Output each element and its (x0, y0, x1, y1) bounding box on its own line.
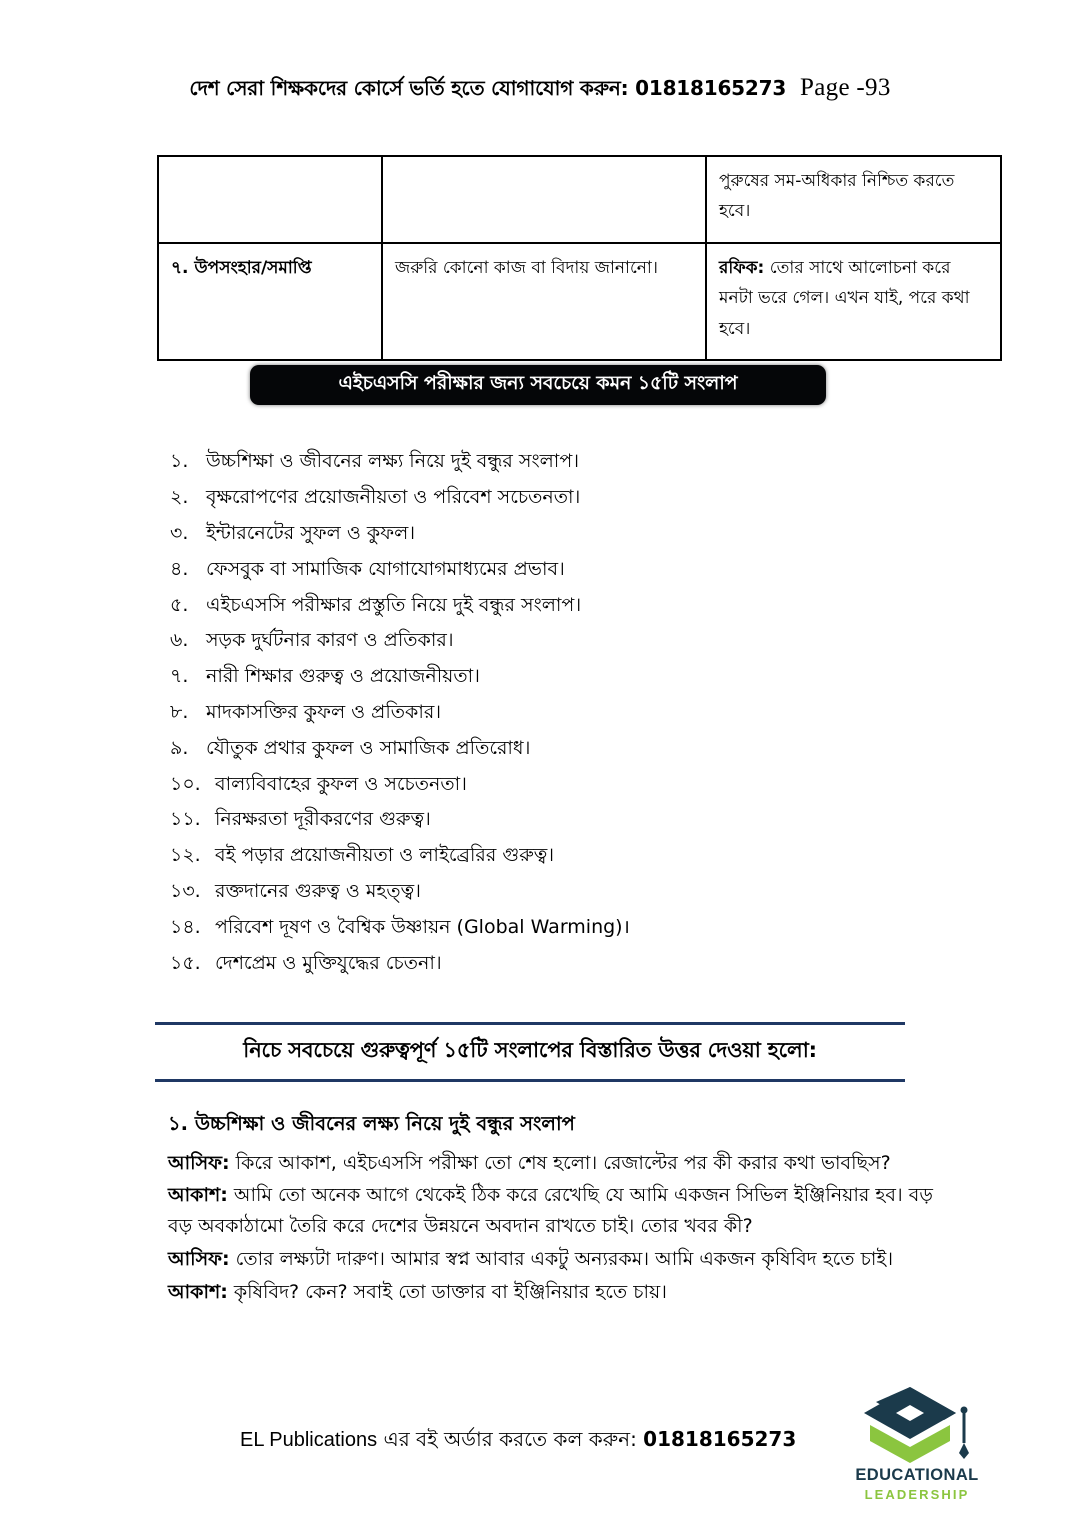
footer-bangla-text: এর বই অর্ডার করতে কল করুন: (377, 1427, 644, 1451)
speaker-name: রফিক: (719, 258, 765, 278)
list-item-number: ১৫. (170, 951, 201, 974)
list-item-label: দেশপ্রেম ও মুক্তিযুদ্ধের চেতনা। (215, 951, 442, 974)
section-heading-block (155, 1022, 905, 1082)
list-item-label: ফেসবুক বা সামাজিক যোগাযোগমাধ্যমের প্রভাব। (206, 557, 565, 580)
header-contact-text: দেশ সেরা শিক্ষকদের কোর্সে ভর্তি হতে যোগাযোগ করুন: 01818165273 (189, 76, 787, 100)
page-footer (0, 1418, 1080, 1518)
list-item-label: বৃক্ষরোপণের প্রয়োজনীয়তা ও পরিবেশ সচেতনতা। (206, 486, 581, 509)
list-item-number: ১৪. (170, 915, 201, 938)
logo-text-educational: EDUCATIONAL (855, 1466, 979, 1484)
list-item-number: ৯. (170, 736, 189, 759)
list-item (170, 909, 950, 945)
page-header (0, 74, 1080, 107)
table-cell-stage-label (158, 156, 382, 243)
educational-leadership-logo (852, 1385, 982, 1502)
list-item-label: মাদকাসক্তির কুফল ও প্রতিকার। (206, 700, 442, 723)
list-item-number: ৮. (170, 700, 189, 723)
list-item (170, 766, 950, 802)
list-item-label: উচ্চশিক্ষা ও জীবনের লক্ষ্য নিয়ে দুই বন্ধুর সংলাপ। (206, 450, 580, 473)
list-item (170, 444, 950, 480)
dialogue-line (168, 1148, 938, 1179)
list-item-number: ১২. (170, 844, 201, 867)
dialogue-line (168, 1244, 938, 1275)
divider-bottom (155, 1079, 905, 1082)
section-banner (250, 365, 826, 405)
list-item-number: ৫. (170, 593, 189, 616)
footer-publisher-name: EL Publications (240, 1429, 378, 1451)
topic-list (170, 444, 950, 981)
list-item-number: ১৩. (170, 879, 201, 902)
list-item (170, 551, 950, 587)
dialogue-speaker: আকাশ: (168, 1280, 228, 1303)
list-item (170, 587, 950, 623)
list-item-number: ১. (170, 450, 189, 473)
list-item-label: বাল্যবিবাহের কুফল ও সচেতনতা। (215, 772, 467, 795)
list-item-label: এইচএসসি পরীক্ষার প্রস্তুতি নিয়ে দুই বন্ধুর সংলাপ। (206, 593, 582, 616)
table-cell-description (382, 156, 706, 243)
list-item (170, 802, 950, 838)
dialogue-text: কিরে আকাশ, এইচএসসি পরীক্ষা তো শেষ হলো। রেজাল্টের পর কী করার কথা ভাবছিস? (229, 1151, 891, 1174)
list-item-number: ১১. (170, 808, 201, 831)
list-item (170, 730, 950, 766)
list-item-label: নারী শিক্ষার গুরুত্ব ও প্রয়োজনীয়তা। (206, 665, 480, 688)
list-item-label: বই পড়ার প্রয়োজনীয়তা ও লাইব্রেরির গুরুত্ব। (215, 844, 555, 867)
list-item-number: ৪. (170, 557, 189, 580)
list-item (170, 623, 950, 659)
table-cell-example (706, 243, 1001, 360)
dialogue-speaker: আকাশ: (168, 1184, 228, 1207)
graduation-cap-icon (852, 1385, 982, 1465)
speaker-line: পুরুষের সম-অধিকার নিশ্চিত করতে হবে। (719, 171, 955, 222)
logo-text-leadership: LEADERSHIP (864, 1487, 970, 1502)
dialogue-body (168, 1114, 938, 1309)
list-item (170, 516, 950, 552)
list-item (170, 695, 950, 731)
list-item-label: যৌতুক প্রথার কুফল ও সামাজিক প্রতিরোধ। (206, 736, 531, 759)
list-item-label: সড়ক দুর্ঘটনার কারণ ও প্রতিকার। (206, 629, 454, 652)
list-item-number: ১০. (170, 772, 201, 795)
dialogue-text: তোর লক্ষ্যটা দারুণ। আমার স্বপ্ন আবার একটু অন্যরকম। আমি একজন কৃষিবিদ হতে চাই। (229, 1247, 894, 1270)
list-item-label: ইন্টারনেটের সুফল ও কুফল। (206, 521, 416, 544)
list-item-label: নিরক্ষরতা দূরীকরণের গুরুত্ব। (215, 808, 431, 831)
list-item (170, 659, 950, 695)
dialogue-line (168, 1277, 938, 1308)
dialogue-structure-table-wrapper (157, 155, 970, 361)
list-item-number: ৩. (170, 521, 189, 544)
dialogue-speaker: আসিফ: (168, 1247, 230, 1270)
list-item-number: ৭. (170, 665, 189, 688)
list-item-number: ২. (170, 486, 189, 509)
footer-order-text (240, 1425, 840, 1458)
list-item-label: পরিবেশ দূষণ ও বৈশ্বিক উষ্ণায়ন (Global Warming)। (215, 915, 630, 938)
table-cell-description: জরুরি কোনো কাজ বা বিদায় জানানো। (382, 243, 706, 360)
list-item (170, 945, 950, 981)
page-number-label: Page -93 (800, 74, 891, 101)
table-cell-stage-label: ৭. উপসংহার/সমাপ্তি (158, 243, 382, 360)
table-row (158, 243, 1001, 360)
table-cell-example (706, 156, 1001, 243)
dialogue-text: কৃষিবিদ? কেন? সবাই তো ডাক্তার বা ইঞ্জিনিয়ার হতে চায়। (227, 1280, 667, 1303)
dialogue-structure-table (157, 155, 1002, 361)
list-item-label: রক্তদানের গুরুত্ব ও মহত্ত্ব। (215, 879, 421, 902)
list-item (170, 874, 950, 910)
dialogue-speaker: আসিফ: (168, 1151, 230, 1174)
list-item (170, 480, 950, 516)
dialogue-title: ১. উচ্চশিক্ষা ও জীবনের লক্ষ্য নিয়ে দুই বন্ধুর সংলাপ (168, 1112, 575, 1135)
list-item (170, 838, 950, 874)
dialogue-text: আমি তো অনেক আগে থেকেই ঠিক করে রেখেছি যে আমি একজন সিভিল ইঞ্জিনিয়ার হব। বড় বড় অবকাঠামো তৈরি করে দেশের উন্নয়নে অবদান রাখতে চাই। তোর খবর কী? (168, 1184, 933, 1238)
footer-phone-number: 01818165273 (643, 1427, 797, 1451)
list-item-number: ৬. (170, 629, 189, 652)
table-row (158, 156, 1001, 243)
speaker-line: তোর সাথে আলোচনা করে মনটা ভরে গেল। এখন যাই, পরে কথা হবে। (719, 258, 970, 339)
section-banner-title: এইচএসসি পরীক্ষার জন্য সবচেয়ে কমন ১৫টি সংলাপ (338, 372, 738, 394)
dialogue-line (168, 1180, 938, 1242)
section-heading-text: নিচে সবচেয়ে গুরুত্বপূর্ণ ১৫টি সংলাপের বিস্তারিত উত্তর দেওয়া হলো: (243, 1038, 817, 1062)
